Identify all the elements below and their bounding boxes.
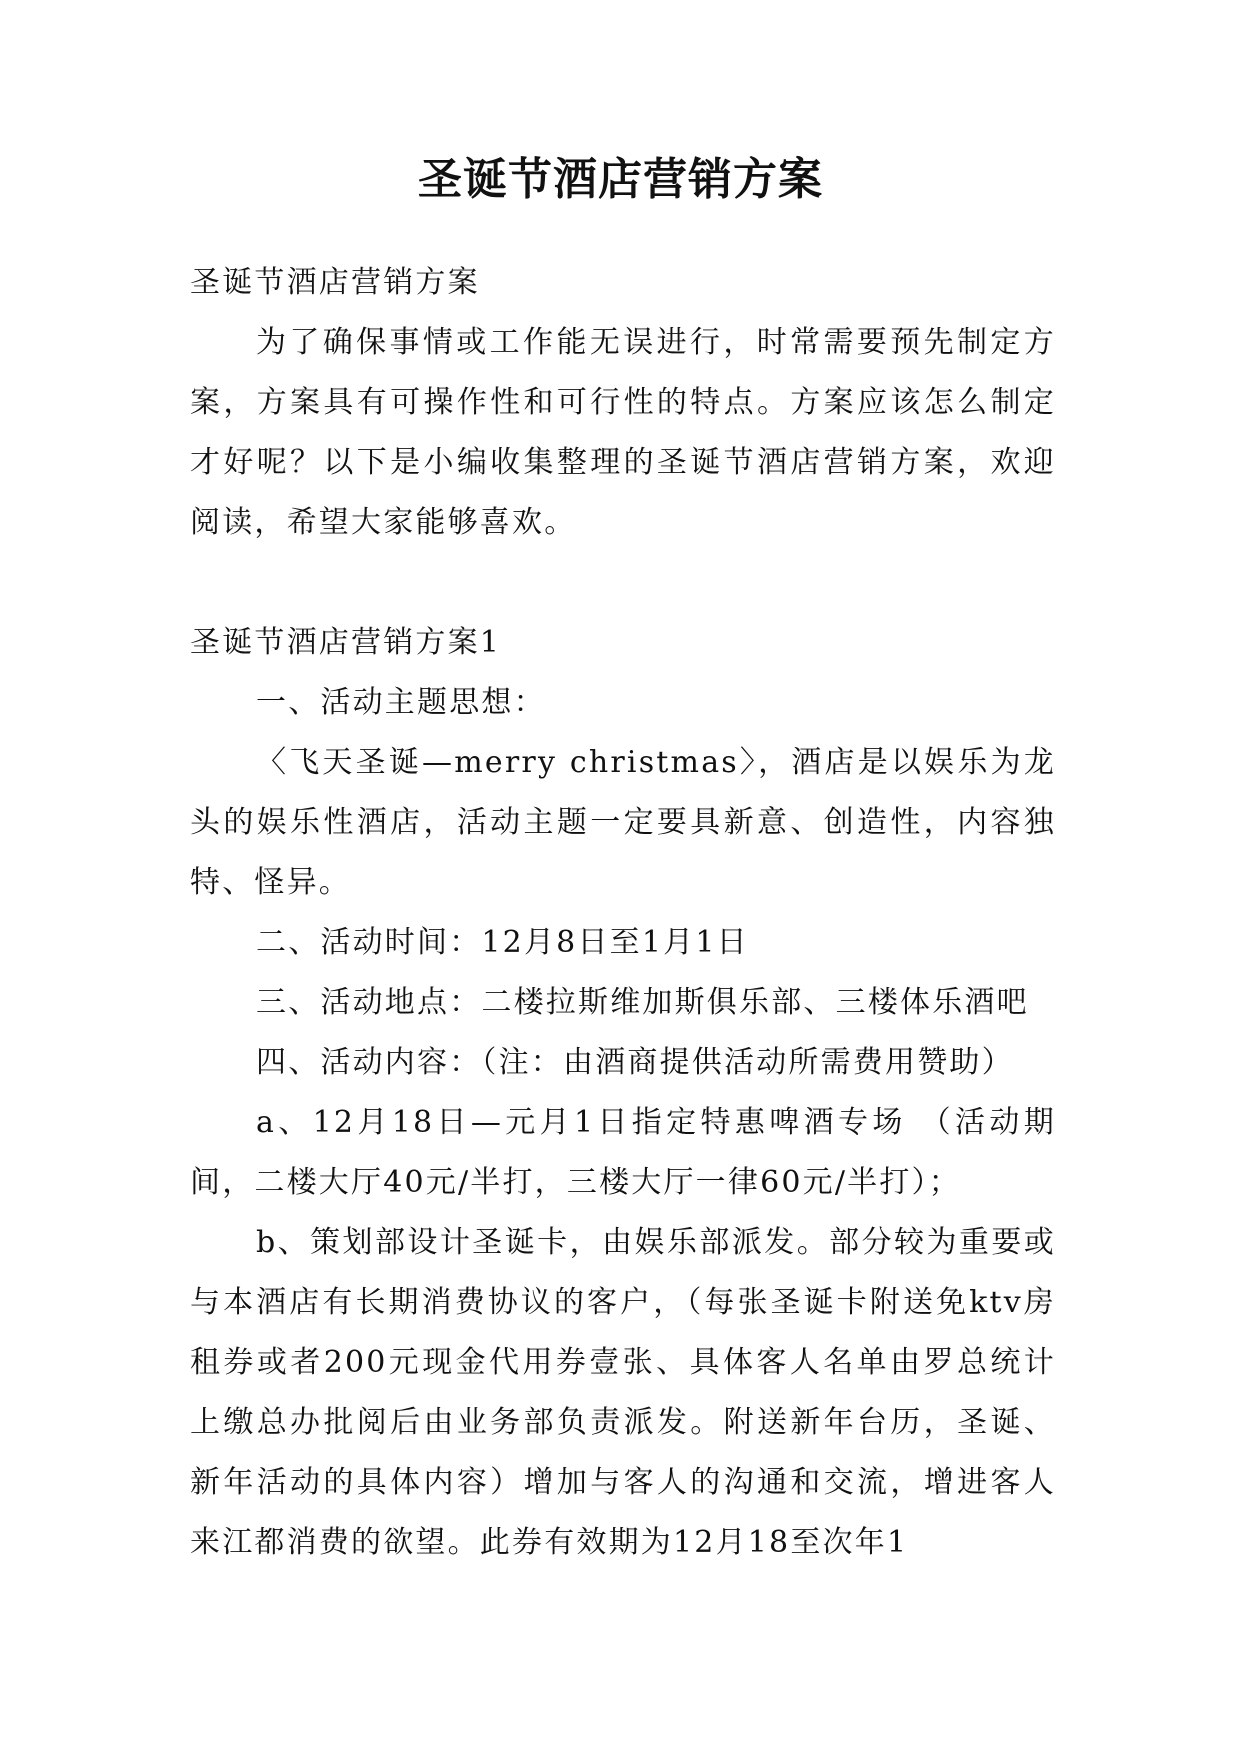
- document-title: 圣诞节酒店营销方案: [418, 154, 823, 205]
- item2-time: 二、活动时间：12月8日至1月1日: [256, 925, 749, 960]
- item4-a: a、12月18日—元月1日指定特惠啤酒专场 （活动期间，二楼大厅40元/半打，三楼大厅一律60元/半打）；: [190, 1105, 1056, 1200]
- item3-location: 三、活动地点：二楼拉斯维加斯俱乐部、三楼体乐酒吧: [256, 985, 1029, 1020]
- item4-content: 四、活动内容：（注：由酒商提供活动所需费用赞助）: [256, 1045, 1014, 1080]
- intro-paragraph: 为了确保事情或工作能无误进行，时常需要预先制定方案，方案具有可操作性和可行性的特点。方案应该怎么制定才好呢？以下是小编收集整理的圣诞节酒店营销方案，欢迎阅读，希望大家能够喜欢。: [190, 325, 1056, 540]
- document-body: [190, 253, 1056, 1573]
- item1-body: 〈飞天圣诞—merry christmas〉，酒店是以娱乐为龙头的娱乐性酒店，活动主题一定要具新意、创造性，内容独特、怪异。: [190, 745, 1056, 900]
- section-heading: 圣诞节酒店营销方案1: [190, 625, 502, 660]
- intro-heading: 圣诞节酒店营销方案: [190, 265, 480, 300]
- paragraph-gap: [190, 553, 1056, 613]
- item4-b: b、策划部设计圣诞卡，由娱乐部派发。部分较为重要或与本酒店有长期消费协议的客户，（每张圣诞卡附送免ktv房租券或者200元现金代用券壹张、具体客人名单由罗总统计上缴总办批阅后由业务部负责派发。附送新年台历，圣诞、新年活动的具体内容）增加与客人的沟通和交流，增进客人来江都消费的欲望。此券有效期为12月18至次年1: [190, 1225, 1056, 1560]
- item1-heading: 一、活动主题思想：: [256, 685, 546, 720]
